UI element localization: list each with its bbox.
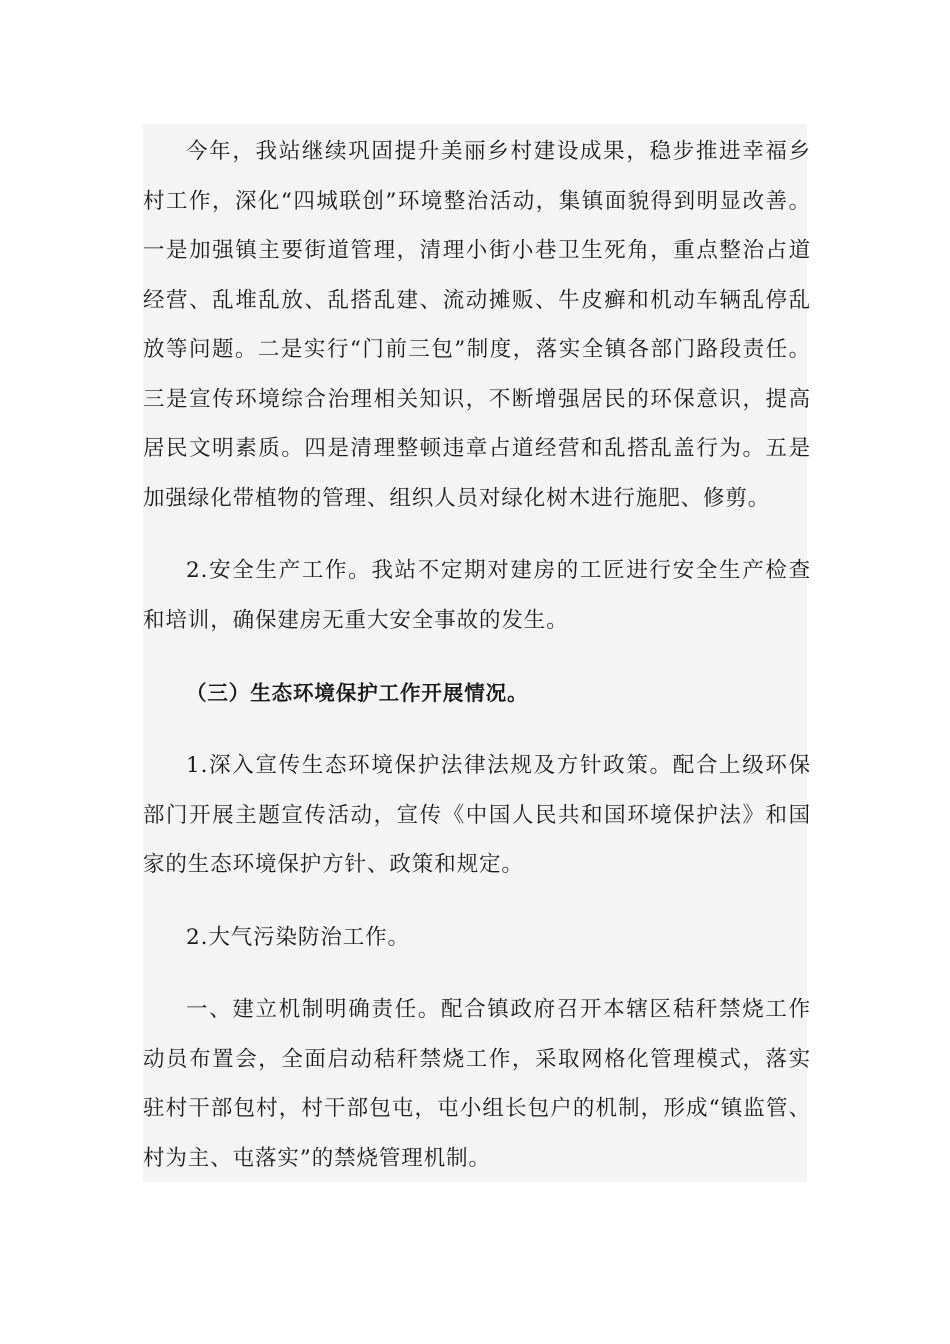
paragraph-environment-rectification: 今年，我站继续巩固提升美丽乡村建设成果，稳步推进幸福乡村工作，深化“四城联创”环境整治活动，集镇面貌得到明显改善。一是加强镇主要街道管理，清理小街小巷卫生死角，重点整治占道经营、乱堆乱放、乱搭乱建、流动摊贩、牛皮癣和机动车辆乱停乱放等问题。二是实行“门前三包”制度，落实全镇各部门路段责任。三是宣传环境综合治理相关知识，不断增强居民的环保意识，提高居民文明素质。四是清理整顿违章占道经营和乱搭乱盖行为。五是加强绿化带植物的管理、组织人员对绿化树木进行施肥、修剪。 xyxy=(143,139,811,511)
paragraph-safety-production: 2.安全生产工作。我站不定期对建房的工匠进行安全生产检查和培训，确保建房无重大安全事故的发生。 xyxy=(143,558,811,633)
paragraph-ecology-publicity: 1.深入宣传生态环境保护法律法规及方针政策。配合上级环保部门开展主题宣传活动，宣传《中国人民共和国环境保护法》和国家的生态环境保护方针、政策和规定。 xyxy=(143,753,811,877)
section-heading-ecology: （三）生态环境保护工作开展情况。 xyxy=(186,681,529,705)
paragraph-air-pollution: 2.大气污染防治工作。 xyxy=(186,925,410,950)
paragraph-straw-burning-mechanism: 一、建立机制明确责任。配合镇政府召开本辖区秸秆禁烧工作动员布置会，全面启动秸秆禁烧工作，采取网格化管理模式，落实驻村干部包村，村干部包屯，屯小组长包户的机制，形成“镇监管、村为主、屯落实”的禁烧管理机制。 xyxy=(143,997,811,1171)
